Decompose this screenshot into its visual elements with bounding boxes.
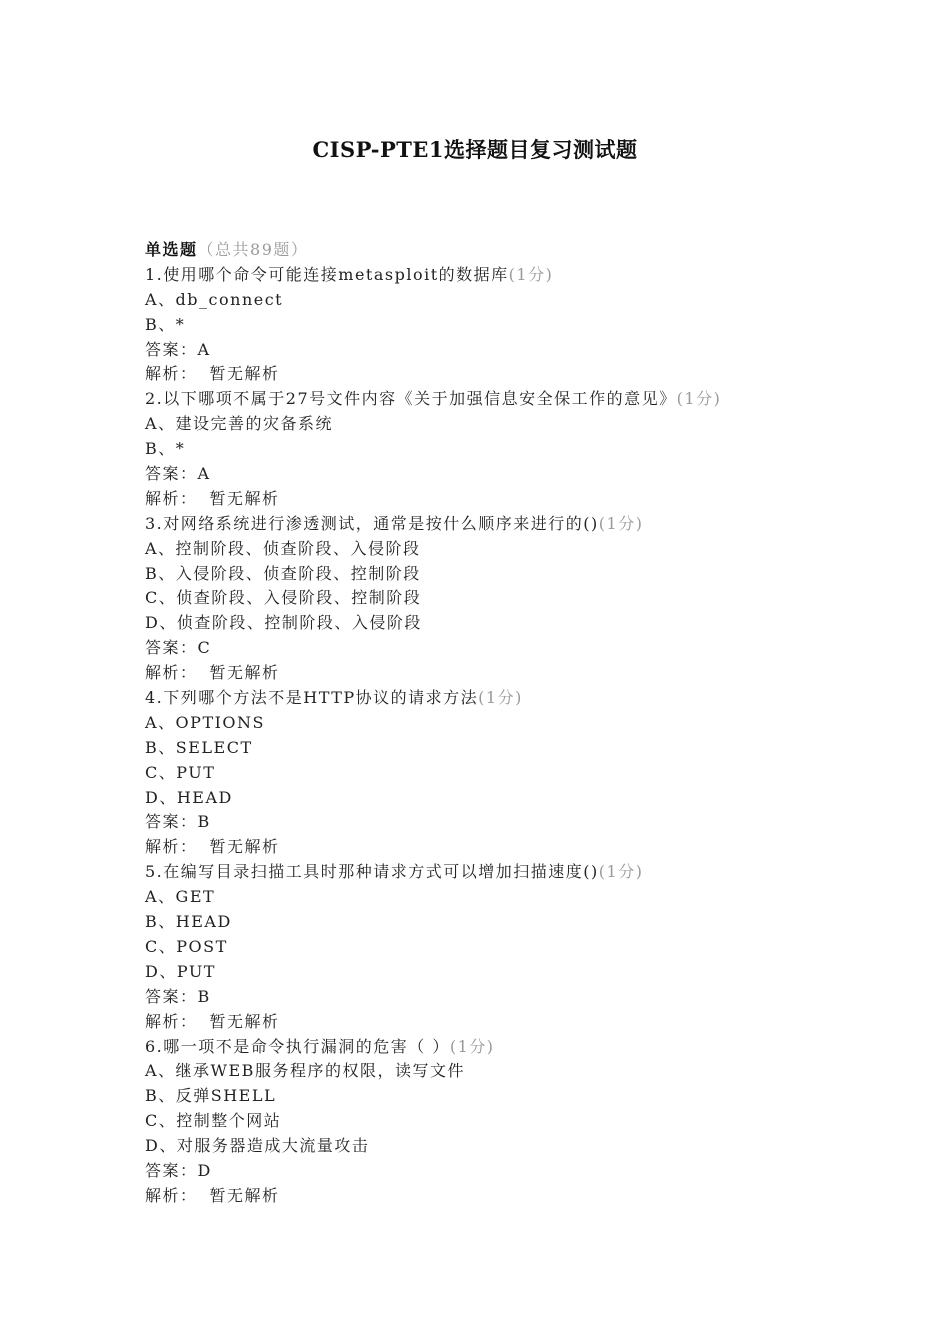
answer-option: A、OPTIONS	[145, 712, 266, 732]
question-stem-line	[145, 263, 865, 288]
analysis-label: 解析：	[145, 663, 198, 683]
question-stem-line	[145, 686, 865, 711]
answer-option: A、控制阶段、侦查阶段、入侵阶段	[145, 538, 421, 558]
analysis-value: 暂无解析	[209, 663, 280, 683]
question-block	[145, 860, 865, 1034]
question-block	[145, 387, 865, 511]
analysis-label: 解析：	[145, 1011, 198, 1031]
answer-line	[145, 462, 865, 487]
answer-option: D、对服务器造成大流量攻击	[145, 1136, 370, 1156]
answer-label: 答案：	[145, 986, 198, 1006]
analysis-label: 解析：	[145, 488, 198, 508]
section-note: （总共89题）	[197, 240, 309, 259]
analysis-line	[145, 487, 865, 512]
question-points: (1分)	[478, 688, 523, 708]
question-stem-line	[145, 512, 865, 537]
question-block	[145, 263, 865, 387]
question-points: (1分)	[598, 513, 644, 533]
answer-line	[145, 1159, 865, 1184]
analysis-value: 暂无解析	[209, 488, 280, 508]
answer-label: 答案：	[145, 638, 198, 658]
answer-option: C、PUT	[145, 762, 216, 782]
analysis-value: 暂无解析	[209, 1185, 280, 1205]
question-block	[145, 512, 865, 686]
question-points: (1分)	[598, 862, 644, 882]
answer-option: D、HEAD	[145, 787, 233, 807]
question-stem-line	[145, 860, 865, 885]
question-points: (1分)	[508, 264, 554, 284]
question-stem: 2.以下哪项不属于27号文件内容《关于加强信息安全保工作的意见》	[145, 389, 677, 409]
answer-option: B、*	[145, 314, 186, 334]
answer-label: 答案：	[145, 812, 198, 832]
answer-option: D、PUT	[145, 961, 216, 981]
section-heading	[145, 238, 865, 263]
analysis-label: 解析：	[145, 1185, 198, 1205]
question-block	[145, 686, 865, 860]
analysis-line	[145, 835, 865, 860]
answer-line	[145, 636, 865, 661]
question-block	[145, 1035, 865, 1209]
answer-line	[145, 810, 865, 835]
analysis-label: 解析：	[145, 837, 198, 857]
answer-value: B	[197, 986, 211, 1006]
answer-value: A	[197, 339, 211, 359]
answer-label: 答案：	[145, 464, 198, 484]
page-title: CISP-PTE1选择题目复习测试题	[312, 137, 638, 162]
question-stem-line	[145, 387, 865, 412]
answer-option: B、HEAD	[145, 912, 232, 932]
question-stem: 4.下列哪个方法不是HTTP协议的请求方法	[145, 688, 479, 708]
answer-value: C	[197, 638, 212, 658]
question-stem: 3.对网络系统进行渗透测试，通常是按什么顺序来进行的()	[145, 513, 599, 533]
answer-option: B、SELECT	[145, 737, 253, 757]
question-stem: 1.使用哪个命令可能连接metasploit的数据库	[145, 264, 509, 284]
answer-option: A、建设完善的灾备系统	[145, 414, 334, 434]
answer-option: C、POST	[145, 936, 228, 956]
answer-option: B、*	[145, 439, 186, 459]
answer-label: 答案：	[145, 1160, 198, 1180]
answer-option: C、控制整个网站	[145, 1111, 282, 1131]
analysis-value: 暂无解析	[209, 1011, 280, 1031]
answer-line	[145, 338, 865, 363]
analysis-line	[145, 1010, 865, 1035]
analysis-value: 暂无解析	[209, 837, 280, 857]
answer-label: 答案：	[145, 339, 198, 359]
answer-option: A、继承WEB服务程序的权限，读写文件	[145, 1061, 465, 1081]
question-points: (1分)	[676, 389, 722, 409]
analysis-line	[145, 661, 865, 686]
answer-value: B	[197, 812, 211, 832]
question-list	[145, 238, 865, 1209]
answer-option: A、GET	[145, 887, 216, 907]
question-stem: 6.哪一项不是命令执行漏洞的危害（ ）	[145, 1036, 450, 1056]
answer-option: A、db_connect	[145, 289, 284, 309]
analysis-line	[145, 1184, 865, 1209]
answer-line	[145, 985, 865, 1010]
analysis-value: 暂无解析	[209, 364, 280, 384]
question-stem-line	[145, 1035, 865, 1060]
answer-option: D、侦查阶段、控制阶段、入侵阶段	[145, 613, 422, 633]
questions	[145, 263, 865, 1209]
section-label: 单选题	[145, 240, 198, 259]
analysis-line	[145, 362, 865, 387]
answer-option: B、入侵阶段、侦查阶段、控制阶段	[145, 563, 421, 583]
question-stem: 5.在编写目录扫描工具时那种请求方式可以增加扫描速度()	[145, 862, 599, 882]
answer-value: D	[197, 1160, 212, 1180]
answer-option: B、反弹SHELL	[145, 1086, 277, 1106]
answer-option: C、侦查阶段、入侵阶段、控制阶段	[145, 588, 422, 608]
question-points: (1分)	[449, 1036, 495, 1056]
analysis-label: 解析：	[145, 364, 198, 384]
answer-value: A	[197, 464, 211, 484]
